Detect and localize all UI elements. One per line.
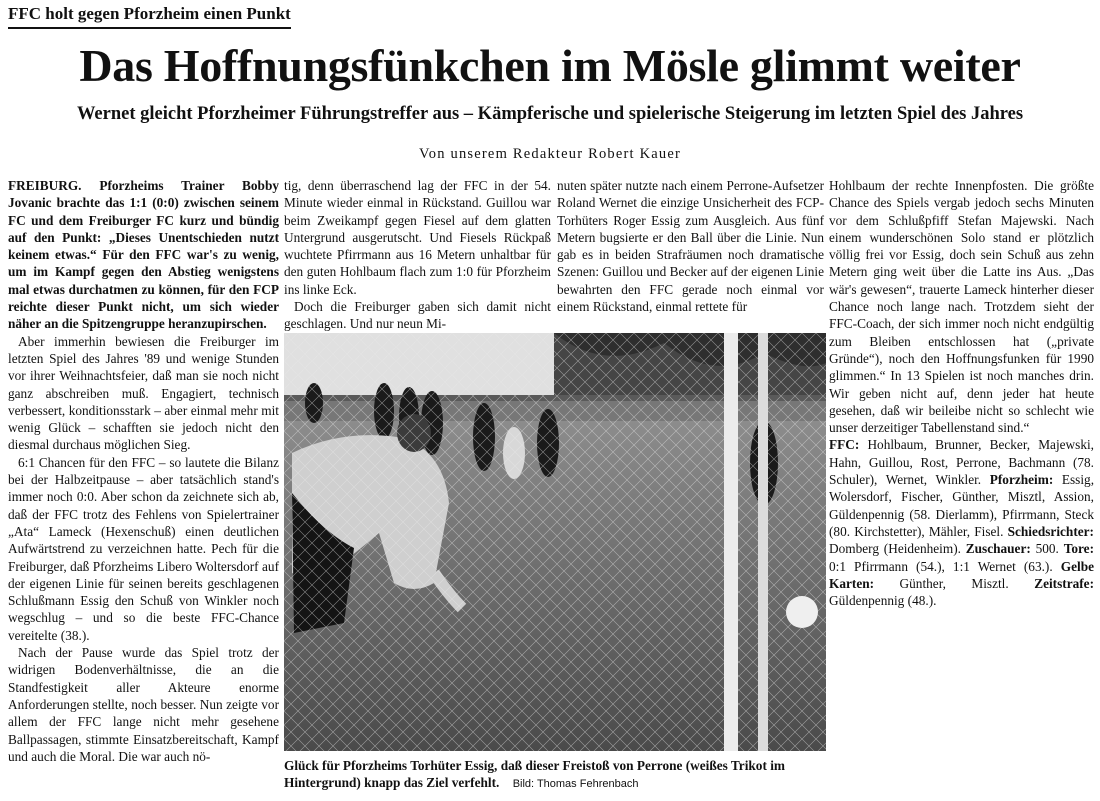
- body-paragraph: Doch die Freiburger gaben sich damit nicht geschlagen. Und nur neun Mi-: [284, 299, 551, 332]
- match-photo: [284, 333, 826, 751]
- football-scene-image: [284, 333, 826, 751]
- goals-label: Tore:: [1063, 541, 1094, 557]
- lead-paragraph: FREIBURG. Pforzheims Trainer Bobby Jovanic brachte das 1:1 (0:0) zwischen seinem FC und dem Freiburger FC kurz und bündig auf den Punkt: „Dieses Unentschieden nutzt keinem etwas.“ Für den FFC war's zu wenig, um im Kampf gegen den Abstieg wenigstens mal etwas durchatmen zu können, für den FCP reichte dieser Punkt nicht, um sich wieder näher an die Spitzengruppe heranzupirschen.: [8, 178, 279, 332]
- body-paragraph: 6:1 Chancen für den FFC – so lautete die Bilanz bei der Halbzeitpause – aber tatsächlich stand's immer noch 0:0. Aber schon da zeichnete sich ab, daß der FFC trotz des Fehlens von Spielertrainer „Ata“ Lameck (Hexenschuß) einen deutlichen Aufwärtstrend zu verzeichnen hatte. Pech für die Freiburger, daß Pforzheims Libero Woltersdorf auf der eigenen Linie für seinen bereits geschlagenen Schlußmann Essig den Schuß von Winkler noch wegschlug – und so die beste FFC-Chance vereitelte (38.).: [8, 454, 279, 643]
- referee: Domberg (Heidenheim).: [829, 541, 961, 557]
- body-paragraph: tig, denn überraschend lag der FFC in der 54. Minute wieder einmal in Rückstand. Guillou war beim Zweikampf gegen Fiesel auf dem glatten Untergrund ausgerutscht. Und Fiesels Rückpaß wuchtete Pfirrmann aus 16 Metern unhaltbar für den guten Hohlbaum flach zum 1:0 für Pforzheim ins linke Eck.: [284, 178, 551, 297]
- caption-text: Glück für Pforzheims Torhüter Essig, daß dieser Freistoß von Perrone (weißes Trikot im Hintergrund) knapp das Ziel verfehlt.: [284, 758, 785, 790]
- referee-label: Schiedsrichter:: [1007, 523, 1094, 539]
- body-paragraph: Hohlbaum der rechte Innenpfosten. Die größte Chance des Spiels vergab jedoch sechs Minuten vor dem Schlußpfiff Stefan Majewski. Nach einem wunderschönen Solo stand er plötzlich völlig frei vor Essig, doch sein Schuß aus zehn Metern ging weit über die Latte ins Aus. „Das wär's gewesen“, trauerte Lameck hinterher dieser Chance noch lange nach. Trotzdem sieht der FFC-Coach, der sich immer noch nicht endgültig zum Bleiben entschlossen hat („private Gründe“), noch den Hoffnungsfunken für 1990 glimmen.“ In 13 Spielen ist noch manches drin. Wir geben nicht auf, denn jeder hat heute gesehen, daß wir beileibe nicht so schlecht wie unser derzeitiger Tabellenstand sind.“: [829, 178, 1094, 436]
- crowd-label: Zuschauer:: [965, 541, 1031, 557]
- goals: 0:1 Pfirrmann (54.), 1:1 Wernet (63.).: [829, 558, 1053, 574]
- article-headline: Das Hoffnungsfünkchen im Mösle glimmt weiter: [79, 40, 1021, 91]
- text-column-2: [284, 177, 551, 333]
- article-kicker: FFC holt gegen Pforzheim einen Punkt: [8, 4, 291, 29]
- text-column-1: [8, 177, 279, 765]
- photo-caption: [284, 757, 826, 793]
- body-paragraph: nuten später nutzte nach einem Perrone-Aufsetzer Roland Wernet die einzige Unsicherheit des FCP-Torhüters Roger Essig zum Ausgleich. Aus fünf Metern bugsierte er den Ball über die Linie. Nun gab es in beiden Strafräumen noch dramatische Szenen: Guillou und Becker auf der eigenen Linie bewahrten den FFC gerade noch einmal vor einem Rückstand, einmal rettete für: [557, 178, 824, 315]
- yellow-cards: Günther, Misztl.: [899, 575, 1009, 591]
- crowd: 500.: [1035, 541, 1059, 557]
- ffc-label: FFC:: [829, 437, 860, 453]
- pforzheim-lineup: Essig, Wolersdorf, Fischer, Günther, Misztl, Assion, Güldenpennig (58. Dierlamm), Pfirrmann, Steck (80. Kirchstetter), Mähler, Fisel.: [829, 472, 1095, 539]
- text-column-3: [557, 177, 824, 315]
- photo-credit: Bild: Thomas Fehrenbach: [512, 778, 639, 790]
- body-paragraph: Nach der Pause wurde das Spiel trotz der widrigen Bodenverhältnisse, die an die Standfestigkeit aller Akteure enorme Anforderungen stellte, noch besser. Nun zeigte vor allem der FFC lange nicht mehr gesehene Ballpassagen, stimmte Einsatzbereitschaft, Kampf und auch die Moral. Die war auch nö-: [8, 645, 279, 764]
- article-subheadline: Wernet gleicht Pforzheimer Führungstreffer aus – Kämpferische und spielerische Steigerung im letzten Spiel des Jahres: [76, 104, 1024, 124]
- time-penalty: Güldenpennig (48.).: [829, 593, 937, 609]
- match-lineup: [829, 436, 1094, 609]
- text-column-4: [829, 177, 1094, 609]
- article-byline: Von unserem Redakteur Robert Kauer: [419, 146, 681, 162]
- ffc-lineup: Hohlbaum, Brunner, Becker, Majewski, Hahn, Guillou, Rost, Perrone, Bachmann (78. Schuler), Wernet, Winkler.: [829, 437, 1094, 488]
- pforzheim-label: Pforzheim:: [989, 472, 1054, 488]
- body-paragraph: Aber immerhin bewiesen die Freiburger im letzten Spiel des Jahres '89 und wenige Stunden vor ihrer Weihnachtsfeier, daß man sie noch nicht ganz abschreiben muß. Engagiert, technisch verbessert, konditionsstark – aber einmal mehr mit wenig Glück – schafften sie jedoch nicht den diesmal durchaus möglichen Sieg.: [8, 333, 279, 453]
- yellow-cards-label: Gelbe Karten:: [829, 558, 1094, 591]
- time-penalty-label: Zeitstrafe:: [1034, 575, 1095, 591]
